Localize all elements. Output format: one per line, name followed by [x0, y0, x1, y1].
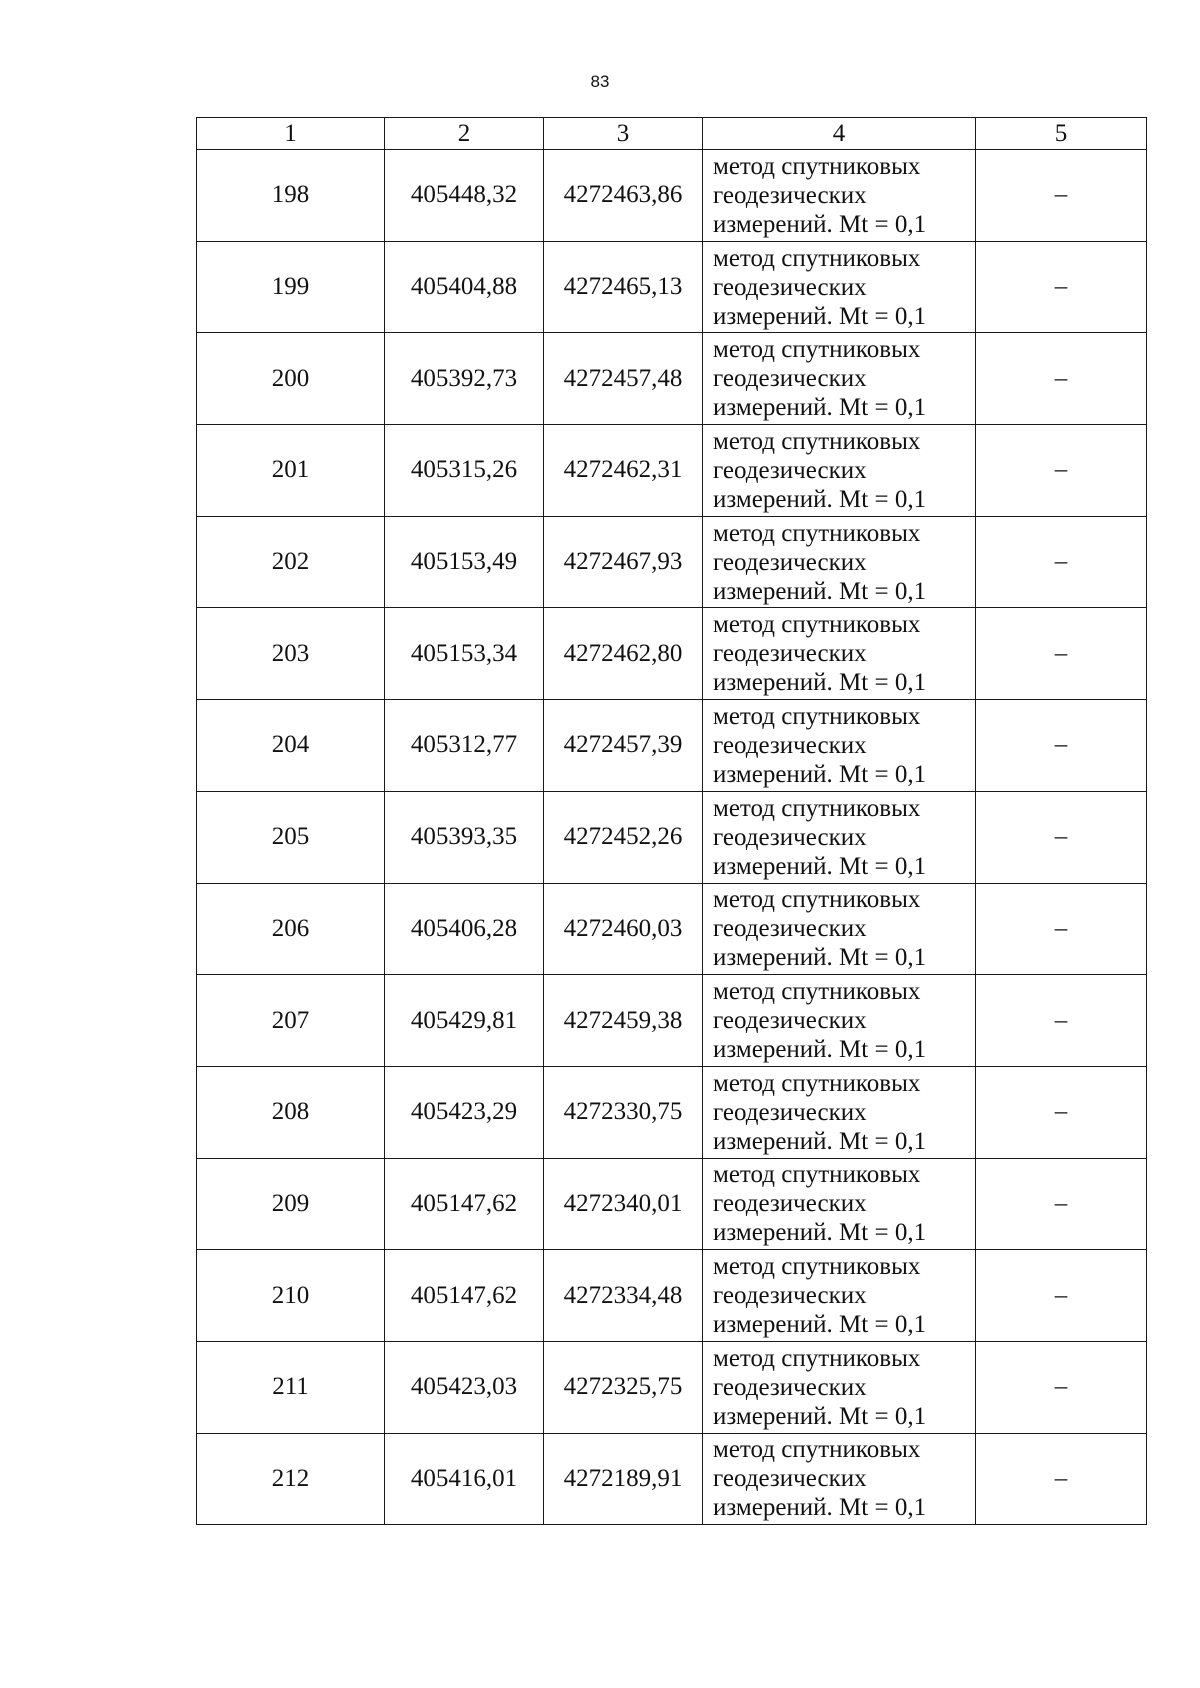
method-line: измерений. Mt = 0,1 — [713, 1036, 927, 1064]
x-coordinate-cell: 405393,35 — [385, 791, 544, 883]
method-cell — [703, 425, 976, 517]
note-cell: – — [976, 1250, 1147, 1342]
table-body — [197, 150, 1147, 1525]
table-row — [197, 1341, 1147, 1433]
method-cell — [703, 975, 976, 1067]
x-coordinate-cell: 405416,01 — [385, 1433, 544, 1525]
y-coordinate-cell: 4272189,91 — [544, 1433, 703, 1525]
method-cell — [703, 333, 976, 425]
table-row — [197, 1158, 1147, 1250]
x-coordinate-cell: 405315,26 — [385, 425, 544, 517]
method-line: геодезических — [713, 915, 867, 943]
method-line: метод спутниковых — [713, 1253, 921, 1281]
method-line: метод спутниковых — [713, 1069, 921, 1097]
header-col-4: 4 — [703, 118, 976, 150]
table-row — [197, 883, 1147, 975]
point-number-cell: 206 — [197, 883, 385, 975]
x-coordinate-cell: 405406,28 — [385, 883, 544, 975]
y-coordinate-cell: 4272459,38 — [544, 975, 703, 1067]
y-coordinate-cell: 4272457,39 — [544, 700, 703, 792]
method-line: геодезических — [713, 1373, 867, 1401]
method-line: геодезических — [713, 1465, 867, 1493]
method-cell — [703, 1250, 976, 1342]
header-col-2: 2 — [385, 118, 544, 150]
method-line: геодезических — [713, 1007, 867, 1035]
method-line: измерений. Mt = 0,1 — [713, 944, 927, 972]
method-cell — [703, 608, 976, 700]
method-line: метод спутниковых — [713, 152, 921, 180]
y-coordinate-cell: 4272330,75 — [544, 1066, 703, 1158]
table-row — [197, 791, 1147, 883]
y-coordinate-cell: 4272467,93 — [544, 516, 703, 608]
y-coordinate-cell: 4272457,48 — [544, 333, 703, 425]
method-line: метод спутниковых — [713, 978, 921, 1006]
page-number: 83 — [590, 72, 610, 91]
x-coordinate-cell: 405153,34 — [385, 608, 544, 700]
method-cell — [703, 241, 976, 333]
note-cell: – — [976, 333, 1147, 425]
method-line: метод спутниковых — [713, 1344, 921, 1372]
table-row — [197, 1433, 1147, 1525]
table-row — [197, 150, 1147, 242]
note-cell: – — [976, 150, 1147, 242]
method-line: метод спутниковых — [713, 336, 921, 364]
point-number-cell: 212 — [197, 1433, 385, 1525]
method-line: измерений. Mt = 0,1 — [713, 1127, 927, 1155]
method-line: метод спутниковых — [713, 244, 921, 272]
method-line: измерений. Mt = 0,1 — [713, 485, 927, 513]
method-line: измерений. Mt = 0,1 — [713, 669, 927, 697]
method-cell — [703, 791, 976, 883]
method-line: метод спутниковых — [713, 1161, 921, 1189]
table-header — [197, 118, 1147, 150]
table-row — [197, 241, 1147, 333]
y-coordinate-cell: 4272334,48 — [544, 1250, 703, 1342]
method-cell — [703, 700, 976, 792]
y-coordinate-cell: 4272340,01 — [544, 1158, 703, 1250]
note-cell: – — [976, 1158, 1147, 1250]
y-coordinate-cell: 4272460,03 — [544, 883, 703, 975]
method-line: метод спутниковых — [713, 519, 921, 547]
method-line: метод спутниковых — [713, 886, 921, 914]
method-line: геодезических — [713, 365, 867, 393]
note-cell: – — [976, 1341, 1147, 1433]
point-number-cell: 199 — [197, 241, 385, 333]
y-coordinate-cell: 4272465,13 — [544, 241, 703, 333]
method-line: геодезических — [713, 1098, 867, 1126]
x-coordinate-cell: 405423,29 — [385, 1066, 544, 1158]
method-line: геодезических — [713, 731, 867, 759]
point-number-cell: 204 — [197, 700, 385, 792]
y-coordinate-cell: 4272452,26 — [544, 791, 703, 883]
x-coordinate-cell: 405312,77 — [385, 700, 544, 792]
note-cell: – — [976, 1066, 1147, 1158]
method-cell — [703, 883, 976, 975]
method-line: геодезических — [713, 640, 867, 668]
table-row — [197, 333, 1147, 425]
x-coordinate-cell: 405429,81 — [385, 975, 544, 1067]
y-coordinate-cell: 4272463,86 — [544, 150, 703, 242]
note-cell: – — [976, 1433, 1147, 1525]
point-number-cell: 201 — [197, 425, 385, 517]
method-line: измерений. Mt = 0,1 — [713, 1494, 927, 1522]
method-line: геодезических — [713, 456, 867, 484]
method-line: измерений. Mt = 0,1 — [713, 577, 927, 605]
method-line: измерений. Mt = 0,1 — [713, 760, 927, 788]
point-number-cell: 210 — [197, 1250, 385, 1342]
method-line: метод спутниковых — [713, 702, 921, 730]
point-number-cell: 203 — [197, 608, 385, 700]
method-line: измерений. Mt = 0,1 — [713, 1311, 927, 1339]
table-row — [197, 1066, 1147, 1158]
point-number-cell: 209 — [197, 1158, 385, 1250]
method-line: измерений. Mt = 0,1 — [713, 302, 927, 330]
method-line: метод спутниковых — [713, 427, 921, 455]
x-coordinate-cell: 405423,03 — [385, 1341, 544, 1433]
table-row — [197, 975, 1147, 1067]
point-number-cell: 205 — [197, 791, 385, 883]
point-number-cell: 208 — [197, 1066, 385, 1158]
x-coordinate-cell: 405404,88 — [385, 241, 544, 333]
x-coordinate-cell: 405147,62 — [385, 1250, 544, 1342]
note-cell: – — [976, 608, 1147, 700]
table-row — [197, 608, 1147, 700]
note-cell: – — [976, 425, 1147, 517]
method-cell — [703, 1341, 976, 1433]
method-line: геодезических — [713, 273, 867, 301]
note-cell: – — [976, 975, 1147, 1067]
table-row — [197, 1250, 1147, 1342]
table-row — [197, 425, 1147, 517]
method-line: геодезических — [713, 1190, 867, 1218]
method-line: геодезических — [713, 548, 867, 576]
header-row — [197, 118, 1147, 150]
point-number-cell: 207 — [197, 975, 385, 1067]
header-col-3: 3 — [544, 118, 703, 150]
note-cell: – — [976, 700, 1147, 792]
note-cell: – — [976, 883, 1147, 975]
method-cell — [703, 150, 976, 242]
coordinates-table — [196, 117, 1147, 1525]
header-col-1: 1 — [197, 118, 385, 150]
method-cell — [703, 1066, 976, 1158]
method-line: геодезических — [713, 1282, 867, 1310]
note-cell: – — [976, 241, 1147, 333]
method-line: измерений. Mt = 0,1 — [713, 1219, 927, 1247]
method-line: измерений. Mt = 0,1 — [713, 210, 927, 238]
x-coordinate-cell: 405392,73 — [385, 333, 544, 425]
x-coordinate-cell: 405153,49 — [385, 516, 544, 608]
method-cell — [703, 1158, 976, 1250]
method-line: метод спутниковых — [713, 611, 921, 639]
table-row — [197, 516, 1147, 608]
y-coordinate-cell: 4272462,80 — [544, 608, 703, 700]
note-cell: – — [976, 516, 1147, 608]
table-row — [197, 700, 1147, 792]
method-line: измерений. Mt = 0,1 — [713, 1402, 927, 1430]
y-coordinate-cell: 4272462,31 — [544, 425, 703, 517]
note-cell: – — [976, 791, 1147, 883]
method-line: геодезических — [713, 823, 867, 851]
x-coordinate-cell: 405147,62 — [385, 1158, 544, 1250]
y-coordinate-cell: 4272325,75 — [544, 1341, 703, 1433]
method-cell — [703, 1433, 976, 1525]
point-number-cell: 200 — [197, 333, 385, 425]
point-number-cell: 198 — [197, 150, 385, 242]
point-number-cell: 211 — [197, 1341, 385, 1433]
method-line: измерений. Mt = 0,1 — [713, 852, 927, 880]
x-coordinate-cell: 405448,32 — [385, 150, 544, 242]
method-line: метод спутниковых — [713, 794, 921, 822]
method-line: метод спутниковых — [713, 1436, 921, 1464]
method-line: измерений. Mt = 0,1 — [713, 394, 927, 422]
point-number-cell: 202 — [197, 516, 385, 608]
header-col-5: 5 — [976, 118, 1147, 150]
method-line: геодезических — [713, 181, 867, 209]
method-cell — [703, 516, 976, 608]
